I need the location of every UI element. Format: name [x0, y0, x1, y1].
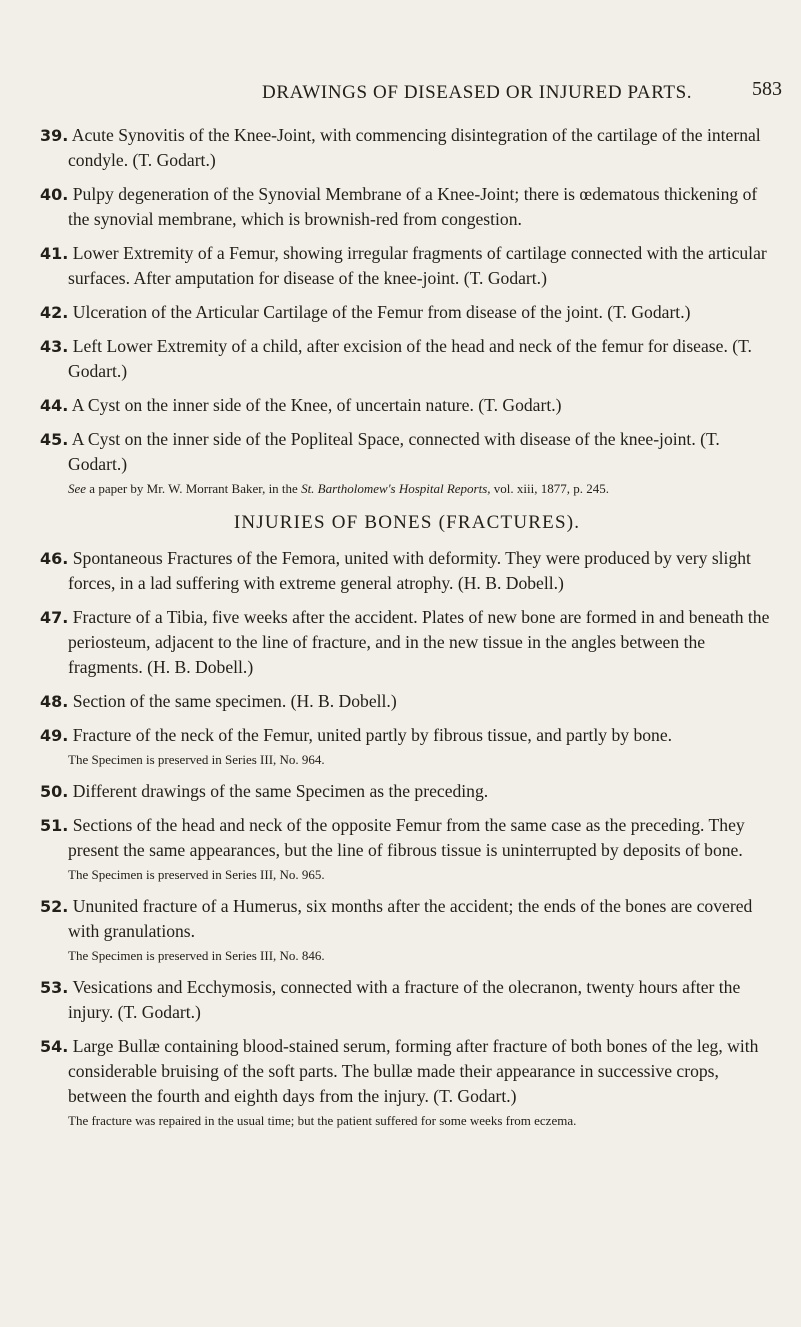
catalogue-entry: [40, 975, 774, 1025]
entry-footnote: [40, 480, 774, 498]
entry-text: Ulceration of the Articular Cartilage of the Femur from disease of the joint. (T. Godart.): [72, 302, 691, 322]
entry-number: 54.: [40, 1037, 69, 1056]
catalogue-entry: [40, 689, 774, 714]
entry-number: 48.: [40, 692, 69, 711]
entry-number: 51.: [40, 816, 69, 835]
catalogue-entry: [40, 393, 774, 418]
entry-number: 47.: [40, 608, 69, 627]
entry-text: Section of the same specimen. (H. B. Dobell.): [72, 691, 397, 711]
entry-text: Fracture of the neck of the Femur, united partly by fibrous tissue, and partly by bone.: [72, 725, 673, 745]
entry-text: Fracture of a Tibia, five weeks after the accident. Plates of new bone are formed in and beneath the periosteum, adjacent to the line of fracture, and in the new tissue in the angles between the fragments. (H. B. Dobell.): [68, 607, 770, 677]
entry-text: Pulpy degeneration of the Synovial Membrane of a Knee-Joint; there is œdematous thickening of the synovial membrane, which is brownish-red from congestion.: [68, 184, 758, 229]
catalogue-entry: [40, 241, 774, 291]
entry-text: Lower Extremity of a Femur, showing irregular fragments of cartilage connected with the articular surfaces. After amputation for disease of the knee-joint. (T. Godart.): [68, 243, 767, 288]
entry-number: 39.: [40, 126, 69, 145]
page-content: [40, 123, 774, 1140]
section-heading: INJURIES OF BONES (FRACTURES).: [233, 512, 581, 533]
page-number: 583: [752, 78, 782, 100]
catalogue-entry: [40, 300, 774, 325]
catalogue-entry: [40, 813, 774, 863]
entry-number: 40.: [40, 185, 69, 204]
catalogue-entry: [40, 894, 774, 944]
catalogue-entry: [40, 1034, 774, 1109]
entry-text: Acute Synovitis of the Knee-Joint, with commencing disintegration of the cartilage of the internal condyle. (T. Godart.): [68, 125, 761, 170]
entry-number: 44.: [40, 396, 69, 415]
note-text: a paper by Mr. W. Morrant Baker, in the: [86, 481, 302, 496]
catalogue-entry: [40, 605, 774, 680]
entry-footnote: The Specimen is preserved in Series III, No. 965.: [68, 867, 325, 882]
entry-text: Spontaneous Fractures of the Femora, united with deformity. They were produced by very slight forces, in a lad suffering with extreme general atrophy. (H. B. Dobell.): [68, 548, 751, 593]
catalogue-entry: [40, 427, 774, 477]
catalogue-entry: [40, 334, 774, 384]
entry-number: 42.: [40, 303, 69, 322]
entry-text: Left Lower Extremity of a child, after excision of the head and neck of the femur for disease. (T. Godart.): [68, 336, 752, 381]
note-journal: St. Bartholomew's Hospital Reports,: [301, 481, 491, 496]
note-text: vol. xiii, 1877, p. 245.: [490, 481, 609, 496]
entry-number: 49.: [40, 726, 69, 745]
entry-number: 53.: [40, 978, 69, 997]
entry-text: Large Bullæ containing blood-stained serum, forming after fracture of both bones of the leg, with considerable bruising of the soft parts. The bullæ made their appearance in successive crops, between the fourth and eighth days from the injury. (T. Godart.): [68, 1036, 759, 1106]
entry-footnote: The fracture was repaired in the usual time; but the patient suffered for some weeks from eczema.: [68, 1113, 577, 1128]
entry-footnote: The Specimen is preserved in Series III, No. 964.: [68, 752, 325, 767]
entry-number: 50.: [40, 782, 69, 801]
entry-number: 46.: [40, 549, 69, 568]
entry-text: Different drawings of the same Specimen as the preceding.: [72, 781, 489, 801]
note-see: See: [68, 481, 87, 496]
catalogue-entry: [40, 779, 774, 804]
running-head-title: DRAWINGS OF DISEASED OR INJURED PARTS.: [262, 82, 693, 103]
entry-text: Sections of the head and neck of the opposite Femur from the same case as the preceding. They present the same appearances, but the line of fibrous tissue is uninterrupted by deposits of bone.: [68, 815, 745, 860]
entry-footnote: The Specimen is preserved in Series III, No. 846.: [68, 948, 325, 963]
catalogue-entry: [40, 723, 774, 748]
entry-text: A Cyst on the inner side of the Knee, of uncertain nature. (T. Godart.): [71, 395, 562, 415]
running-head: [0, 78, 801, 110]
entry-text: Vesications and Ecchymosis, connected with a fracture of the olecranon, twenty hours after the injury. (T. Godart.): [68, 977, 741, 1022]
entry-number: 52.: [40, 897, 69, 916]
catalogue-entry: [40, 182, 774, 232]
entries-group-a: [40, 123, 774, 498]
entry-number: 41.: [40, 244, 69, 263]
entry-number: 45.: [40, 430, 69, 449]
entries-group-b: [40, 546, 774, 1130]
entry-number: 43.: [40, 337, 69, 356]
entry-text: A Cyst on the inner side of the Popliteal Space, connected with disease of the knee-joint. (T. Godart.): [68, 429, 720, 474]
entry-text: Ununited fracture of a Humerus, six months after the accident; the ends of the bones are covered with granulations.: [68, 896, 753, 941]
catalogue-entry: [40, 546, 774, 596]
catalogue-entry: [40, 123, 774, 173]
